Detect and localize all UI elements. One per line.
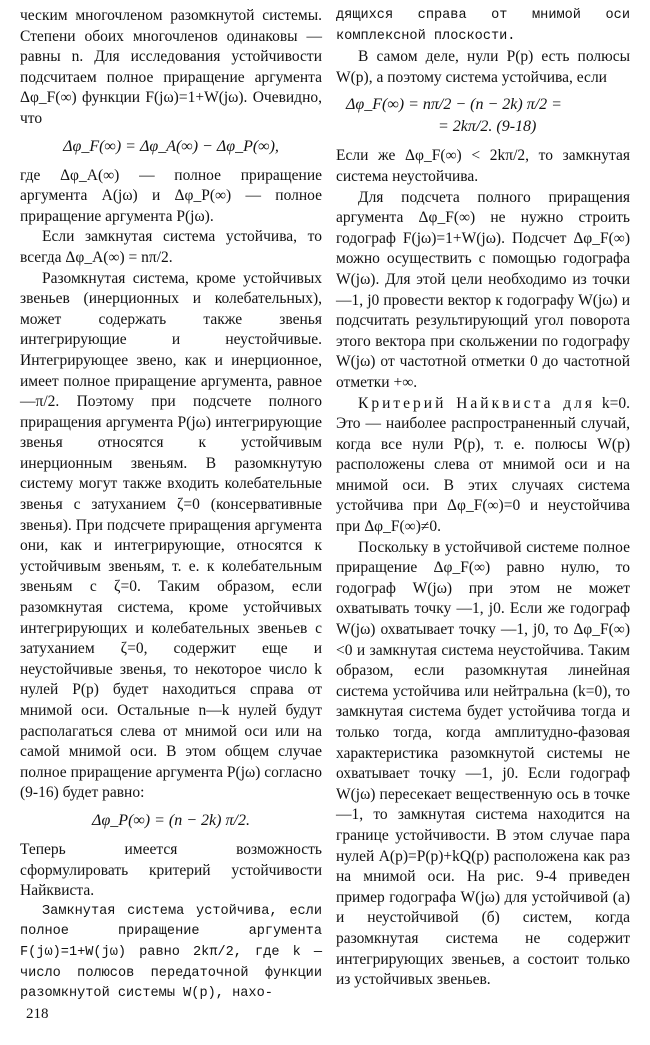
formula-line: = 2kπ/2. (9-18) (438, 118, 537, 136)
page-number: 218 (26, 1006, 49, 1022)
paragraph: Разомкнутая система, кроме устойчивых звеньев (инерционных и колебательных), может содержать также звенья интегрирующие и неустойчивые. Интегрирующее звено, как и инерционное, имеет полное приращение аргумента, равное —π/2. Поэтому при подсчете полного приращения аргумента P(jω) интегрирующие звенья относятся к устойчивым инерционным звеньям. В разомкнутую систему могут также входить колебательные звенья с затуханием ζ=0 (консервативные звенья). При подсчете приращения аргумента они, как и интегрирующие, относятся к устойчивым звеньям, т. е. к колебательным звеньям с ζ=0. Таким образом, если разомкнутая система, кроме устойчивых интегрирующих и колебательных звеньев с затуханием ζ=0, содержит еще и неустойчивые звенья, то некоторое число k нулей P(p) будет находиться справа от мнимой оси. Остальные n—k нулей будут располагаться слева от мнимой оси или на самой мнимой оси. В этом общем случае полное приращение аргумента P(jω) согласно (9-16) будет равно: (20, 269, 322, 802)
formula: Δφ_P(∞) = (n − 2k) π/2. (92, 811, 250, 829)
paragraph: Поскольку в устойчивой системе полное приращение Δφ_F(∞) равно нулю, то годограф W(jω) при этом не может охватывать точку —1, j0. Если же годограф W(jω) охватывает точку —1, j0, то Δφ_F(∞)<0 и замкнутая система неустойчива. Таким образом, если разомкнутая линейная система устойчива или нейтральна (k=0), то замкнутая система будет устойчива тогда и только тогда, когда амплитудно-фазовая характеристика разомкнутой системы не охватывает точку —1, j0. Если годограф W(jω) пересекает вещественную ось в точке —1, то замкнутая система находится на границе устойчивости. В этом случае пара нулей A(p)=P(p)+kQ(p) расположена как раз на мнимой оси. На рис. 9-4 приведен пример годографа W(jω) для устойчивой (а) и неустойчивой (б) систем, когда разомкнутая система не содержит интегрирующих звеньев, а состоит только из устойчивых звеньев. (336, 538, 630, 989)
paragraph-text: k=0. Это — наиболее распространенный случай, когда все нули P(p), т. е. полюсы W(p) расположены слева от мнимой оси и на мнимой оси. В этих случаях система устойчива при Δφ_F(∞)=0 и неустойчива при Δφ_F(∞)≠0. (336, 394, 630, 536)
paragraph: Если же Δφ_F(∞) < 2kπ/2, то замкнутая система неустойчива. (336, 147, 630, 185)
paragraph: В самом деле, нули P(p) есть полюсы W(p), а поэтому система устойчива, если (336, 48, 630, 86)
paragraph: Для подсчета полного приращения аргумента Δφ_F(∞) не нужно строить годограф F(jω)=1+W(jω). Подсчет Δφ_F(∞) можно осуществить с помощью годографа W(jω). Для этой цели необходимо из точки —1, j0 провести вектор к годографу W(jω) и подсчитать результирующий угол поворота этого вектора при скольжении по годографу W(jω) от частотной отметки 0 до частотной отметки +∞. (336, 188, 630, 391)
paragraph: ческим многочленом разомкнутой системы. Степени обоих многочленов одинаковы — равны n. Для исследования устойчивости подсчитаем полное приращение аргумента Δφ_F(∞) функции F(jω)=1+W(jω). Очевидно, что (20, 7, 322, 127)
nyquist-criterion-statement: Замкнутая система устойчива, если полное приращение аргумента F(jω)=1+W(jω) равно 2kπ/2, где k — число полюсов передаточной функции разомкнутой системы W(p), нахо- (20, 903, 322, 1002)
paragraph: Если замкнутая система устойчива, то всегда Δφ_A(∞) = nπ/2. (20, 228, 322, 266)
paragraph: дящихся справа от мнимой оси комплексной плоскости. (336, 8, 630, 44)
formula-line: Δφ_F(∞) = nπ/2 − (n − 2k) π/2 = (346, 96, 562, 114)
paragraph: где Δφ_A(∞) — полное приращение аргумента A(jω) и Δφ_P(∞) — полное приращение аргумента P(jω). (20, 166, 322, 225)
right-column (336, 6, 630, 991)
section-heading: Критерий Найквиста для (358, 394, 596, 412)
paragraph: Теперь имеется возможность сформулировать критерий устойчивости Найквиста. (20, 840, 322, 900)
formula-9-18 (336, 94, 630, 138)
formula: Δφ_F(∞) = Δφ_A(∞) − Δφ_P(∞), (63, 137, 279, 155)
left-column (20, 6, 322, 1005)
paragraph (336, 394, 630, 538)
